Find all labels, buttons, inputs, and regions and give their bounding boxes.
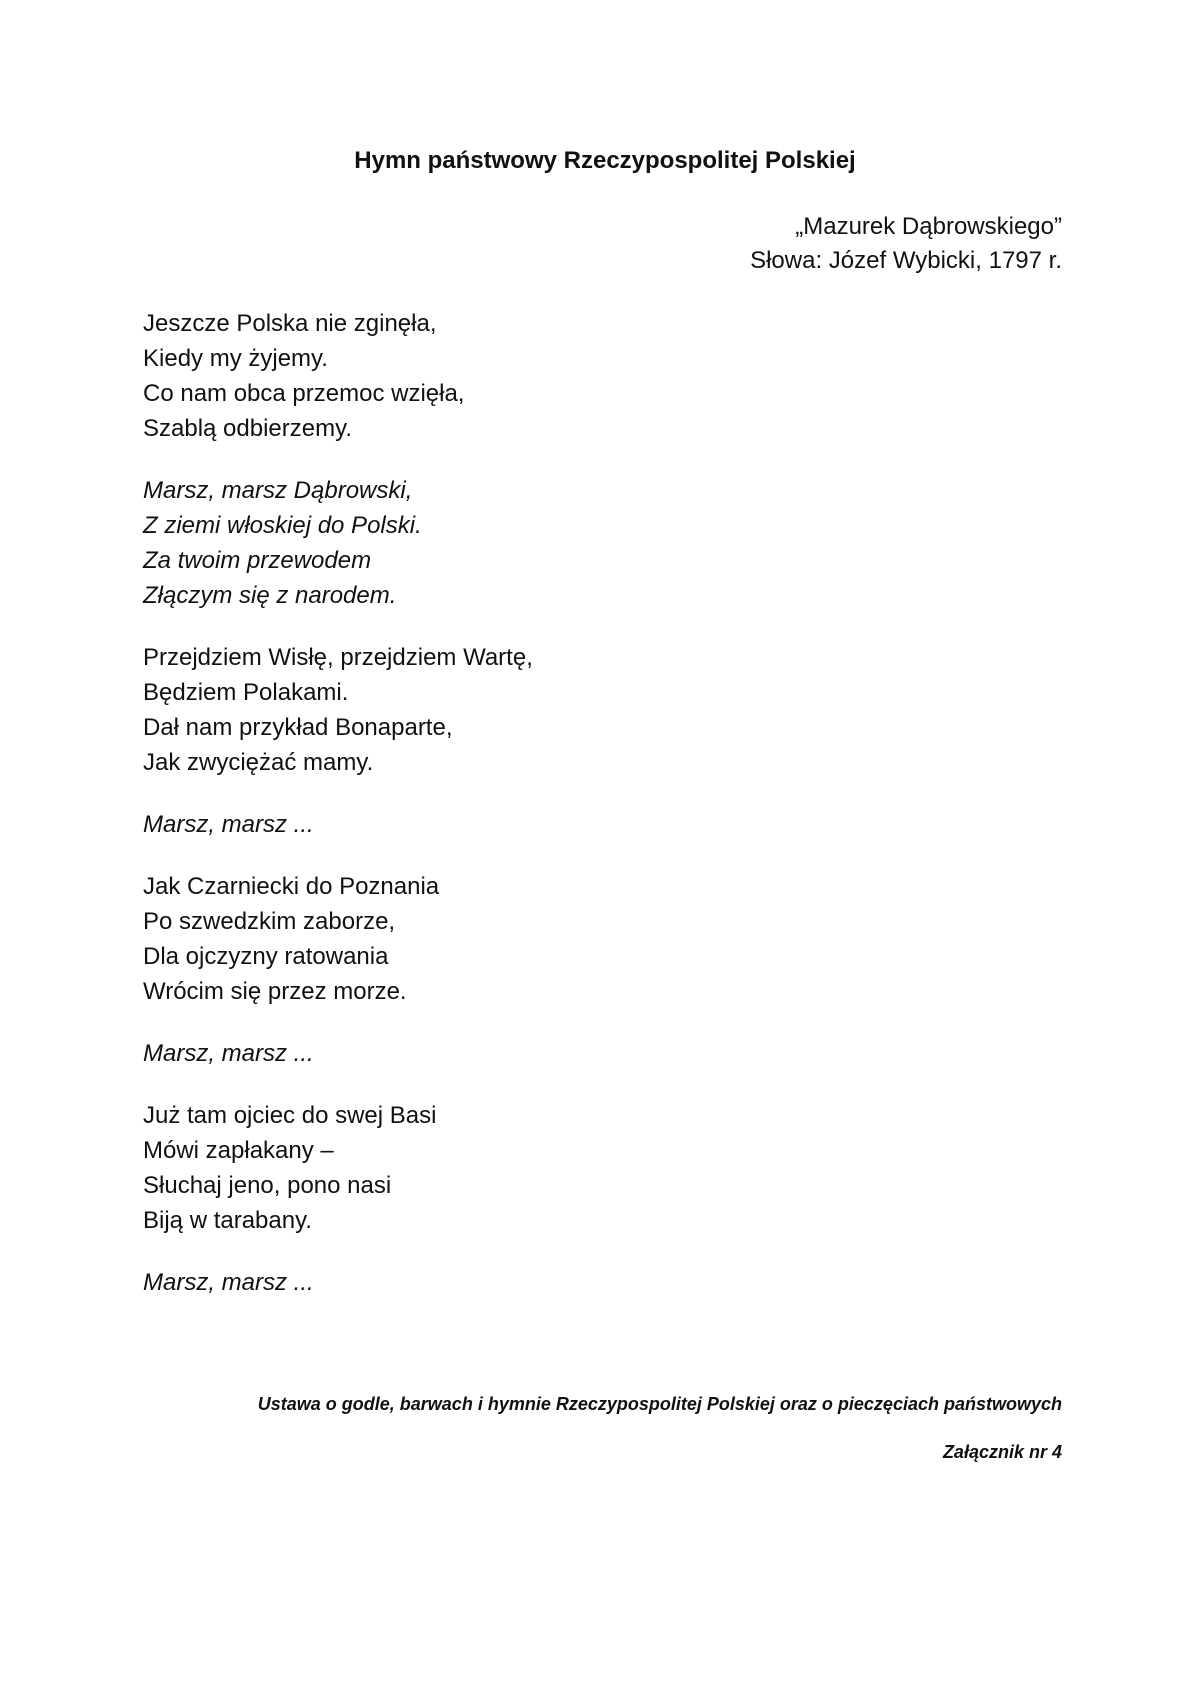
poem-line: Jak Czarniecki do Poznania bbox=[143, 873, 440, 900]
poem-line: Co nam obca przemoc wzięła, bbox=[143, 380, 465, 407]
poem-line: Z ziemi włoskiej do Polski. bbox=[143, 512, 422, 539]
stanza-refrain-short bbox=[143, 1036, 943, 1071]
poem-line: Jeszcze Polska nie zginęła, bbox=[143, 310, 437, 337]
poem-line: Dla ojczyzny ratowania bbox=[143, 943, 389, 970]
stanza-verse-3 bbox=[143, 869, 943, 1009]
poem-line: Kiedy my żyjemy. bbox=[143, 345, 328, 372]
poem-line: Dał nam przykład Bonaparte, bbox=[143, 714, 453, 741]
poem-line: Jak zwyciężać mamy. bbox=[143, 749, 374, 776]
author-line: Słowa: Józef Wybicki, 1797 r. bbox=[750, 247, 1062, 274]
subtitle-block bbox=[750, 210, 1062, 278]
anthem-name: „Mazurek Dąbrowskiego” bbox=[795, 213, 1062, 240]
document-title: Hymn państwowy Rzeczypospolitej Polskiej bbox=[354, 147, 856, 174]
poem-line: Po szwedzkim zaborze, bbox=[143, 908, 396, 935]
poem-line: Przejdziem Wisłę, przejdziem Wartę, bbox=[143, 644, 533, 671]
poem-line: Mówi zapłakany – bbox=[143, 1137, 334, 1164]
poem-line: Szablą odbierzemy. bbox=[143, 415, 352, 442]
poem-line: Marsz, marsz Dąbrowski, bbox=[143, 477, 413, 504]
poem-line: Biją w tarabany. bbox=[143, 1207, 312, 1234]
poem-line: Za twoim przewodem bbox=[143, 547, 372, 574]
poem-line: Słuchaj jeno, pono nasi bbox=[143, 1172, 392, 1199]
stanza-refrain-short bbox=[143, 807, 943, 842]
poem-line: Już tam ojciec do swej Basi bbox=[143, 1102, 437, 1129]
stanza-verse-4 bbox=[143, 1098, 943, 1238]
stanza-refrain bbox=[143, 473, 943, 613]
footer-annex-number: Załącznik nr 4 bbox=[942, 1442, 1062, 1462]
stanza-verse-1 bbox=[143, 306, 943, 446]
poem-line: Marsz, marsz ... bbox=[143, 1269, 314, 1296]
poem-line: Wrócim się przez morze. bbox=[143, 978, 407, 1005]
poem-line: Marsz, marsz ... bbox=[143, 1040, 314, 1067]
poem-line: Marsz, marsz ... bbox=[143, 811, 314, 838]
poem-body bbox=[143, 306, 943, 1327]
stanza-verse-2 bbox=[143, 640, 943, 780]
stanza-refrain-short bbox=[143, 1265, 943, 1300]
footer-act-title: Ustawa o godle, barwach i hymnie Rzeczypospolitej Polskiej oraz o pieczęciach państwowych bbox=[257, 1394, 1062, 1414]
poem-line: Będziem Polakami. bbox=[143, 679, 349, 706]
poem-line: Złączym się z narodem. bbox=[143, 582, 397, 609]
